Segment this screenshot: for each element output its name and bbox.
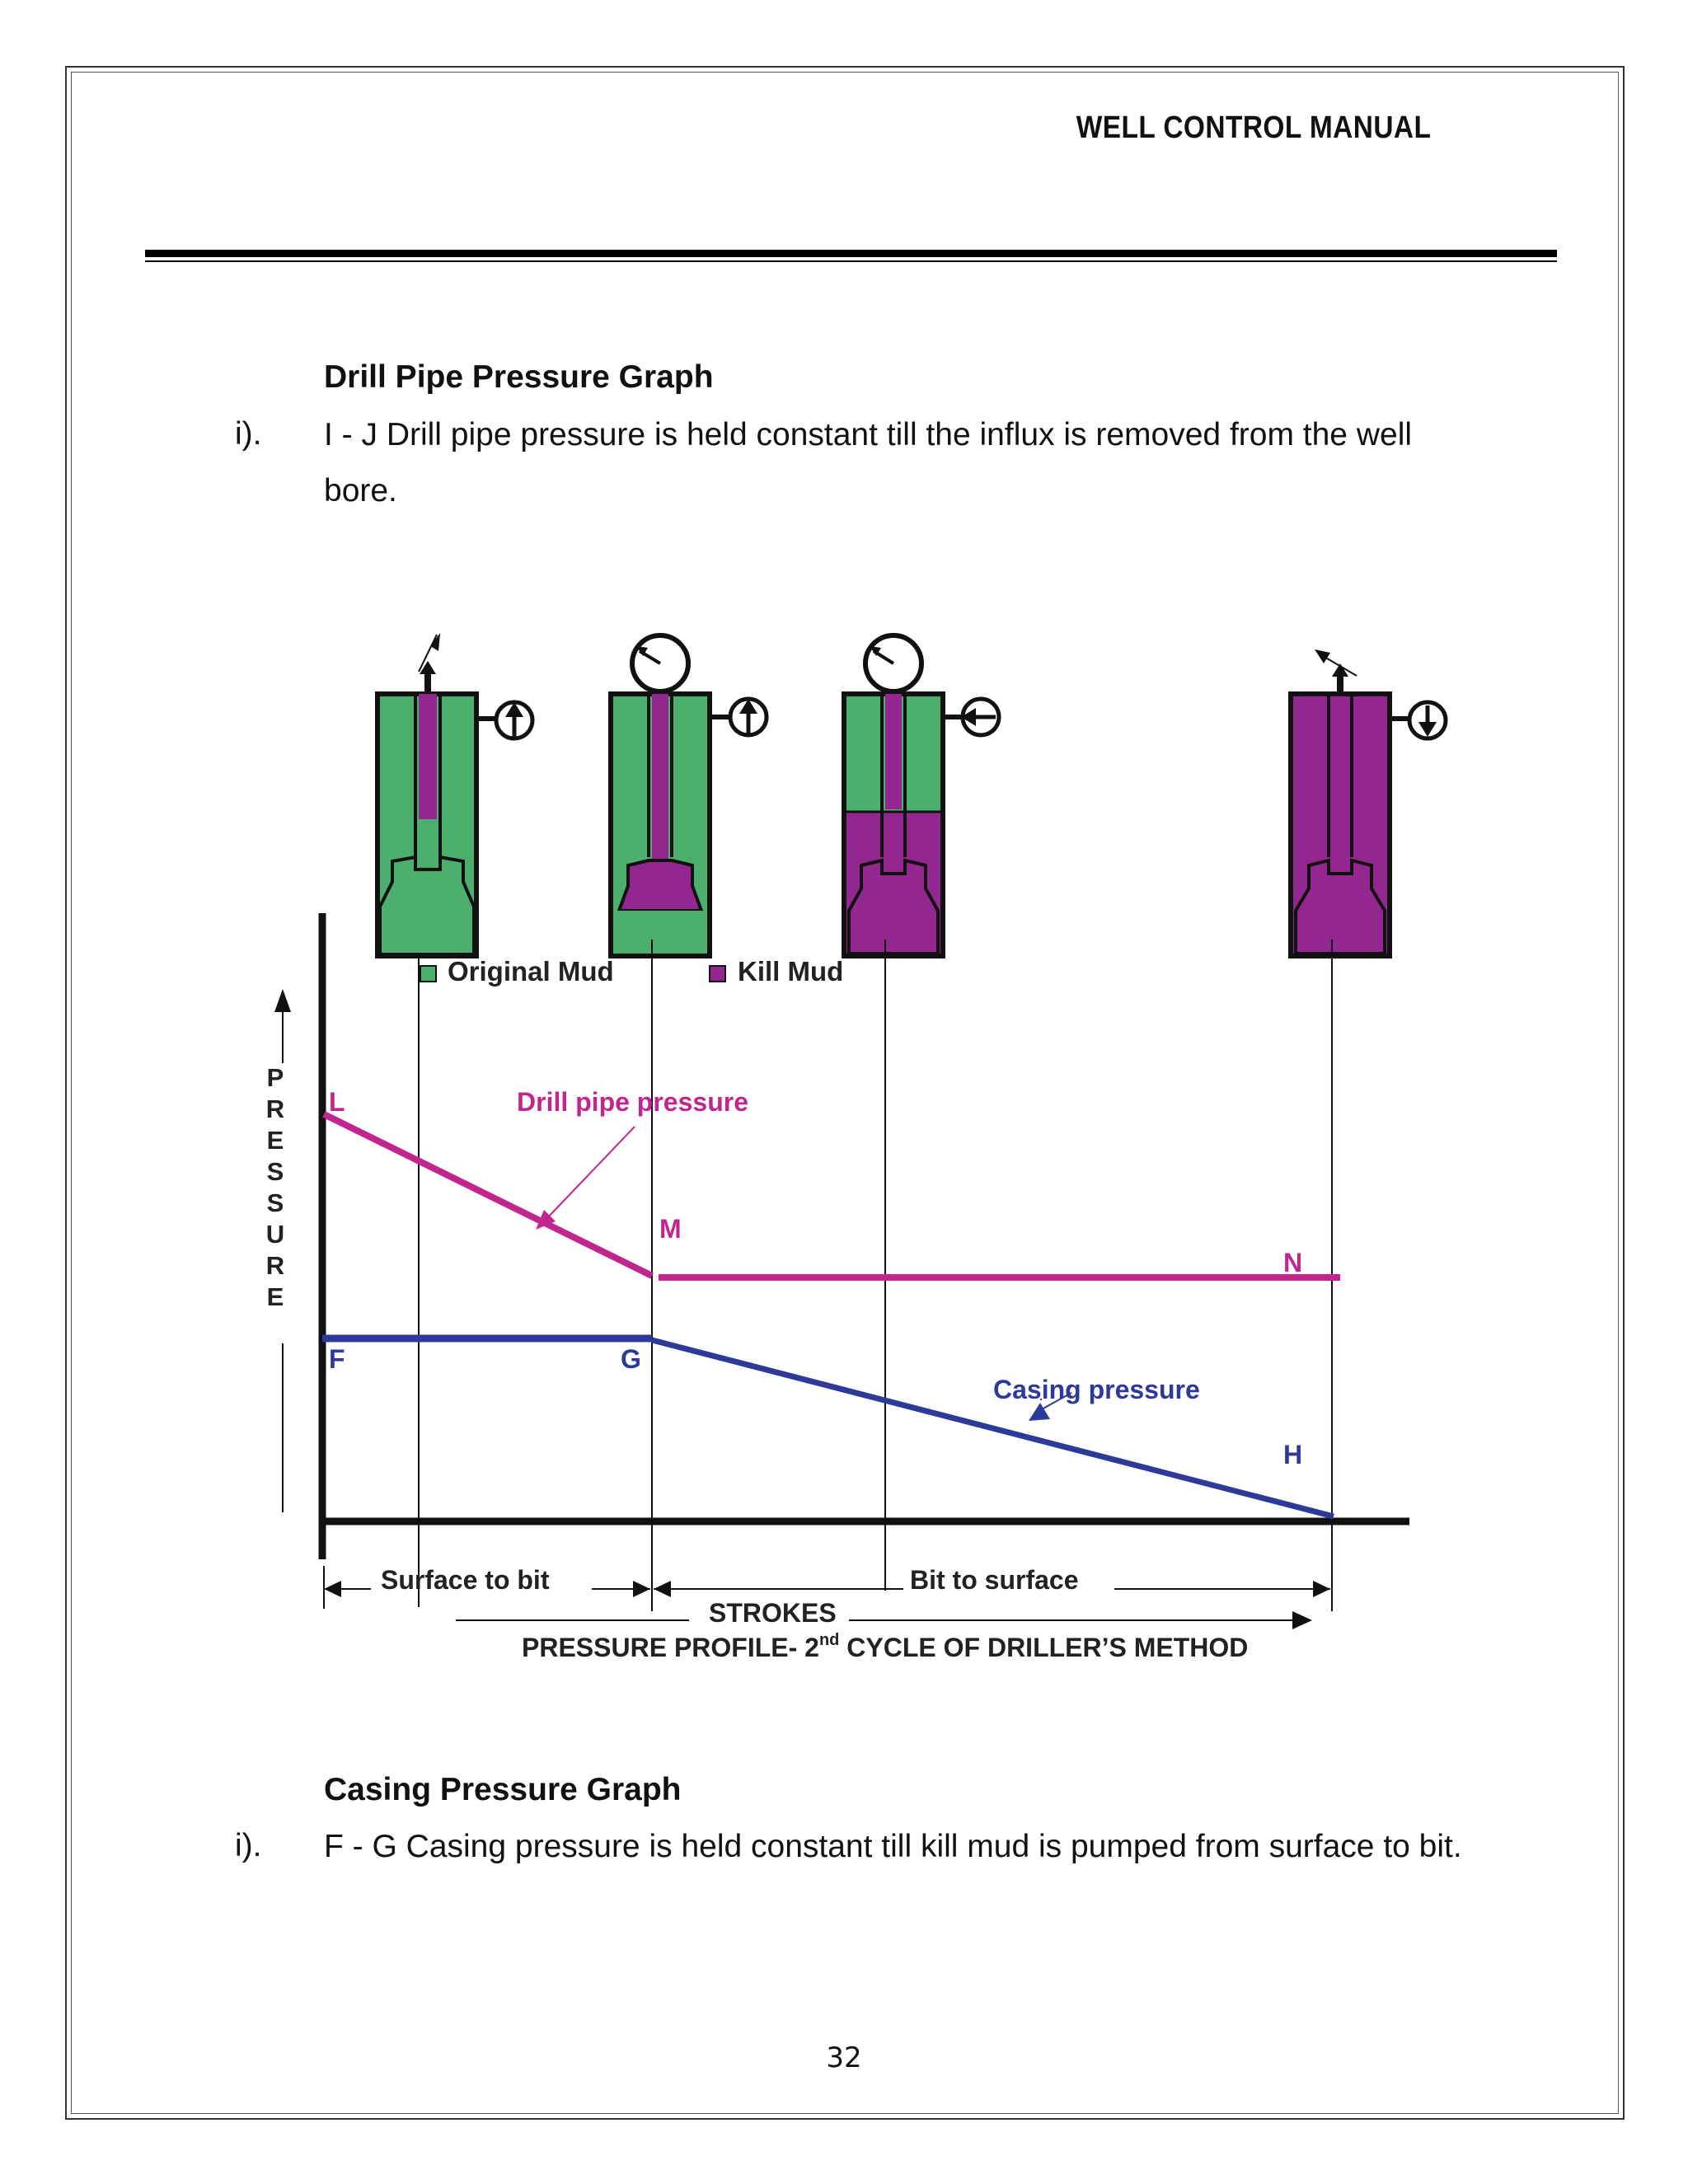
diagram-caption: PRESSURE PROFILE- 2nd CYCLE OF DRILLER’S METHOD <box>522 1631 1249 1662</box>
y-axis-label-letter: P <box>266 1063 284 1092</box>
item-text-drill-pipe: I - J Drill pipe pressure is held constant till the influx is removed from the well bore. <box>324 417 1413 509</box>
legend-kill-mud-swatch <box>710 966 725 982</box>
page-number: 32 <box>826 2041 862 2074</box>
drill-pipe-pointer <box>546 1127 635 1220</box>
casing-pressure-label: Casing pressure <box>993 1375 1200 1404</box>
item-text-casing: F - G Casing pressure is held constant till kill mud is pumped from surface to bit. <box>324 1829 1462 1864</box>
y-axis-label-letter: U <box>265 1220 285 1249</box>
casing-pointer-arrow-icon <box>1029 1403 1050 1421</box>
y-axis-arrow-icon <box>274 989 291 1012</box>
well-diagram-2 <box>611 635 767 956</box>
bit-to-surface-label: Bit to surface <box>910 1565 1079 1595</box>
well-2-pipe-kill <box>652 694 668 859</box>
point-label-n: N <box>1283 1248 1303 1277</box>
surface-to-bit-label: Surface to bit <box>381 1565 550 1595</box>
point-label-h: H <box>1283 1440 1303 1469</box>
y-axis-label-letter: R <box>265 1094 285 1123</box>
drill-pipe-pressure-label: Drill pipe pressure <box>517 1087 748 1117</box>
surface-to-bit-arrow-right-icon <box>633 1581 650 1597</box>
section-heading-drill-pipe: Drill Pipe Pressure Graph <box>324 359 714 395</box>
well-2-bit <box>619 860 701 911</box>
y-axis-label <box>266 1063 284 1311</box>
well-1-pipe-kill <box>419 694 437 819</box>
y-axis-label-letter: R <box>265 1251 285 1280</box>
manual-title: WELL CONTROL MANUAL <box>1076 110 1431 145</box>
point-label-g: G <box>621 1344 641 1374</box>
y-axis-label-letter: S <box>266 1188 284 1217</box>
well-diagram-3 <box>844 635 999 956</box>
well-diagram-1 <box>377 633 532 956</box>
well-4-bit <box>1296 860 1385 954</box>
well-3-bit <box>849 860 938 954</box>
y-axis-label-letter: S <box>266 1157 284 1186</box>
casing-pressure-line-gh <box>652 1340 1334 1516</box>
point-label-m: M <box>659 1214 682 1244</box>
bit-to-surface-arrow-left-icon <box>654 1581 671 1597</box>
y-axis-label-letter: E <box>266 1126 284 1155</box>
strokes-arrow-icon <box>1292 1611 1312 1629</box>
strokes-label: STROKES <box>709 1598 837 1628</box>
item-number-casing: i). <box>235 1828 262 1863</box>
legend-original-mud: Original Mud <box>448 956 614 987</box>
well-1-bit <box>380 857 474 954</box>
surface-to-bit-arrow-left-icon <box>324 1581 341 1597</box>
legend-original-mud-swatch <box>420 966 436 982</box>
drill-pipe-pressure-line-lm <box>324 1114 652 1276</box>
point-label-f: F <box>329 1344 345 1374</box>
point-label-l: L <box>329 1087 345 1117</box>
item-number: i). <box>235 416 262 452</box>
section-heading-casing: Casing Pressure Graph <box>324 1772 682 1807</box>
well-diagram-4 <box>1291 649 1446 956</box>
legend-kill-mud: Kill Mud <box>738 956 844 987</box>
bit-to-surface-arrow-right-icon <box>1313 1581 1330 1597</box>
y-axis-label-letter: E <box>266 1282 284 1311</box>
